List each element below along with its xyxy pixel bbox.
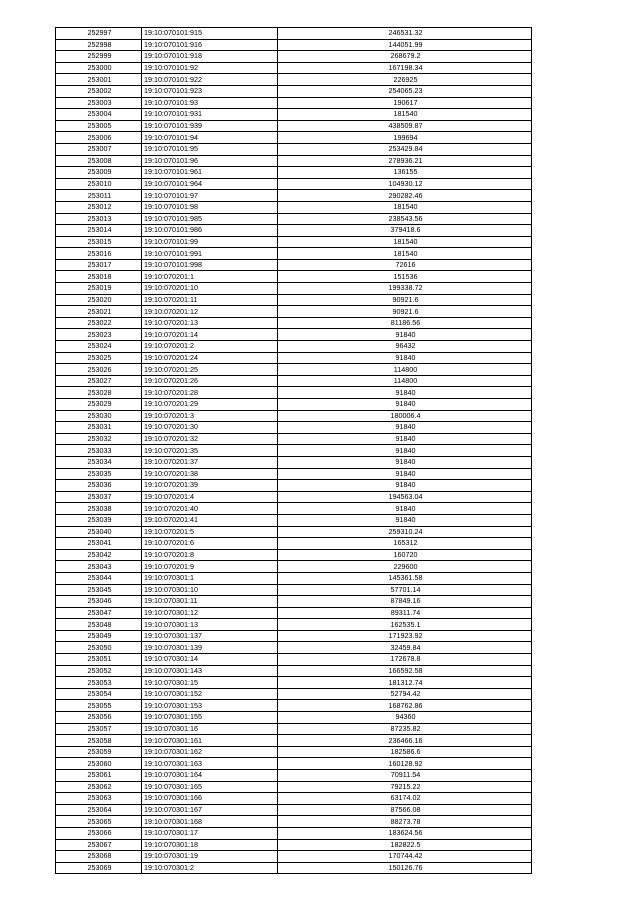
row-number-cell: 253068 [56, 851, 142, 863]
table-row [56, 375, 532, 387]
table-row [56, 120, 532, 132]
value-cell: 94360 [278, 712, 532, 724]
value-cell: 91840 [278, 480, 532, 492]
row-number-cell: 253042 [56, 549, 142, 561]
row-number-cell: 253005 [56, 120, 142, 132]
row-number-cell: 253049 [56, 630, 142, 642]
row-number-cell: 253026 [56, 364, 142, 376]
row-number-cell: 253039 [56, 514, 142, 526]
value-cell: 199694 [278, 132, 532, 144]
row-number-cell: 253017 [56, 259, 142, 271]
cadastral-number-cell: 19:10:070301:168 [142, 816, 278, 828]
table-row [56, 28, 532, 40]
cadastral-number-cell: 19:10:070201:41 [142, 514, 278, 526]
row-number-cell: 253047 [56, 607, 142, 619]
row-number-cell: 253008 [56, 155, 142, 167]
cadastral-number-cell: 19:10:070301:11 [142, 596, 278, 608]
cadastral-number-cell: 19:10:070301:137 [142, 630, 278, 642]
cadastral-number-cell: 19:10:070301:155 [142, 712, 278, 724]
table-row [56, 329, 532, 341]
row-number-cell: 253048 [56, 619, 142, 631]
value-cell: 268679.2 [278, 51, 532, 63]
table-row [56, 584, 532, 596]
row-number-cell: 253035 [56, 468, 142, 480]
row-number-cell: 253034 [56, 456, 142, 468]
row-number-cell: 253018 [56, 271, 142, 283]
value-cell: 91840 [278, 329, 532, 341]
cadastral-number-cell: 19:10:070201:40 [142, 503, 278, 515]
row-number-cell: 253037 [56, 491, 142, 503]
cadastral-number-cell: 19:10:070201:25 [142, 364, 278, 376]
data-table [55, 27, 532, 874]
table-row [56, 712, 532, 724]
cadastral-number-cell: 19:10:070201:29 [142, 399, 278, 411]
value-cell: 190617 [278, 97, 532, 109]
cadastral-number-cell: 19:10:070201:30 [142, 422, 278, 434]
cadastral-number-cell: 19:10:070101:915 [142, 28, 278, 40]
cadastral-number-cell: 19:10:070101:96 [142, 155, 278, 167]
table-row [56, 85, 532, 97]
row-number-cell: 253015 [56, 236, 142, 248]
cadastral-number-cell: 19:10:070201:38 [142, 468, 278, 480]
value-cell: 114800 [278, 375, 532, 387]
table-row [56, 341, 532, 353]
value-cell: 259310.24 [278, 526, 532, 538]
cadastral-number-cell: 19:10:070201:5 [142, 526, 278, 538]
value-cell: 72616 [278, 259, 532, 271]
cadastral-number-cell: 19:10:070101:918 [142, 51, 278, 63]
table-row [56, 352, 532, 364]
row-number-cell: 253064 [56, 804, 142, 816]
cadastral-number-cell: 19:10:070101:94 [142, 132, 278, 144]
cadastral-number-cell: 19:10:070201:39 [142, 480, 278, 492]
cadastral-number-cell: 19:10:070201:8 [142, 549, 278, 561]
cadastral-number-cell: 19:10:070101:92 [142, 62, 278, 74]
cadastral-number-cell: 19:10:070301:19 [142, 851, 278, 863]
row-number-cell: 253011 [56, 190, 142, 202]
row-number-cell: 253025 [56, 352, 142, 364]
table-row [56, 225, 532, 237]
value-cell: 194563.04 [278, 491, 532, 503]
row-number-cell: 253021 [56, 306, 142, 318]
table-row [56, 248, 532, 260]
cadastral-number-cell: 19:10:070101:95 [142, 143, 278, 155]
table-row [56, 283, 532, 295]
row-number-cell: 253001 [56, 74, 142, 86]
value-cell: 91840 [278, 456, 532, 468]
value-cell: 151536 [278, 271, 532, 283]
value-cell: 136155 [278, 167, 532, 179]
row-number-cell: 253027 [56, 375, 142, 387]
table-row [56, 399, 532, 411]
cadastral-number-cell: 19:10:070301:16 [142, 723, 278, 735]
table-row [56, 677, 532, 689]
table-row [56, 109, 532, 121]
row-number-cell: 253007 [56, 143, 142, 155]
table-row [56, 781, 532, 793]
row-number-cell: 253052 [56, 665, 142, 677]
table-row [56, 804, 532, 816]
table-row [56, 51, 532, 63]
value-cell: 89311.74 [278, 607, 532, 619]
row-number-cell: 253022 [56, 317, 142, 329]
cadastral-number-cell: 19:10:070301:165 [142, 781, 278, 793]
row-number-cell: 253019 [56, 283, 142, 295]
cadastral-number-cell: 19:10:070301:167 [142, 804, 278, 816]
table-row [56, 97, 532, 109]
value-cell: 181540 [278, 201, 532, 213]
cadastral-number-cell: 19:10:070101:964 [142, 178, 278, 190]
value-cell: 181540 [278, 109, 532, 121]
value-cell: 162535.1 [278, 619, 532, 631]
cadastral-number-cell: 19:10:070301:18 [142, 839, 278, 851]
row-number-cell: 253065 [56, 816, 142, 828]
row-number-cell: 253004 [56, 109, 142, 121]
cadastral-number-cell: 19:10:070201:37 [142, 456, 278, 468]
cadastral-number-cell: 19:10:070101:922 [142, 74, 278, 86]
row-number-cell: 253003 [56, 97, 142, 109]
row-number-cell: 253031 [56, 422, 142, 434]
cadastral-number-cell: 19:10:070101:939 [142, 120, 278, 132]
value-cell: 91840 [278, 503, 532, 515]
table-row [56, 723, 532, 735]
value-cell: 144051.99 [278, 39, 532, 51]
cadastral-number-cell: 19:10:070301:2 [142, 862, 278, 874]
value-cell: 226925 [278, 74, 532, 86]
value-cell: 165312 [278, 538, 532, 550]
cadastral-number-cell: 19:10:070301:162 [142, 746, 278, 758]
value-cell: 87849.16 [278, 596, 532, 608]
table-row [56, 213, 532, 225]
value-cell: 182822.5 [278, 839, 532, 851]
table-row [56, 758, 532, 770]
row-number-cell: 253054 [56, 688, 142, 700]
row-number-cell: 253045 [56, 584, 142, 596]
table-row [56, 387, 532, 399]
table-row [56, 642, 532, 654]
table-row [56, 456, 532, 468]
cadastral-number-cell: 19:10:070101:93 [142, 97, 278, 109]
row-number-cell: 253016 [56, 248, 142, 260]
value-cell: 253429.84 [278, 143, 532, 155]
cadastral-number-cell: 19:10:070301:1 [142, 572, 278, 584]
cadastral-number-cell: 19:10:070101:923 [142, 85, 278, 97]
value-cell: 229600 [278, 561, 532, 573]
row-number-cell: 253009 [56, 167, 142, 179]
value-cell: 79215.22 [278, 781, 532, 793]
value-cell: 96432 [278, 341, 532, 353]
table-row [56, 468, 532, 480]
row-number-cell: 253006 [56, 132, 142, 144]
value-cell: 160128.92 [278, 758, 532, 770]
table-row [56, 619, 532, 631]
value-cell: 167198.34 [278, 62, 532, 74]
table-row [56, 526, 532, 538]
row-number-cell: 253010 [56, 178, 142, 190]
value-cell: 145361.58 [278, 572, 532, 584]
table-row [56, 700, 532, 712]
value-cell: 181540 [278, 236, 532, 248]
value-cell: 91840 [278, 445, 532, 457]
row-number-cell: 253014 [56, 225, 142, 237]
value-cell: 182586.6 [278, 746, 532, 758]
cadastral-number-cell: 19:10:070101:931 [142, 109, 278, 121]
row-number-cell: 252999 [56, 51, 142, 63]
row-number-cell: 253046 [56, 596, 142, 608]
cadastral-number-cell: 19:10:070201:28 [142, 387, 278, 399]
cadastral-number-cell: 19:10:070201:3 [142, 410, 278, 422]
row-number-cell: 253013 [56, 213, 142, 225]
value-cell: 181540 [278, 248, 532, 260]
row-number-cell: 253040 [56, 526, 142, 538]
row-number-cell: 253032 [56, 433, 142, 445]
table-row [56, 74, 532, 86]
table-row [56, 271, 532, 283]
cadastral-number-cell: 19:10:070101:986 [142, 225, 278, 237]
value-cell: 52794.42 [278, 688, 532, 700]
table-row [56, 294, 532, 306]
value-cell: 246531.32 [278, 28, 532, 40]
value-cell: 438509.87 [278, 120, 532, 132]
table-row [56, 514, 532, 526]
value-cell: 81186.56 [278, 317, 532, 329]
value-cell: 290282.46 [278, 190, 532, 202]
cadastral-number-cell: 19:10:070301:17 [142, 827, 278, 839]
value-cell: 278936.21 [278, 155, 532, 167]
row-number-cell: 253069 [56, 862, 142, 874]
cadastral-number-cell: 19:10:070301:15 [142, 677, 278, 689]
table-row [56, 549, 532, 561]
row-number-cell: 253058 [56, 735, 142, 747]
table-row [56, 132, 532, 144]
value-cell: 91840 [278, 422, 532, 434]
table-row [56, 155, 532, 167]
cadastral-number-cell: 19:10:070301:163 [142, 758, 278, 770]
value-cell: 88273.78 [278, 816, 532, 828]
table-row [56, 596, 532, 608]
row-number-cell: 253050 [56, 642, 142, 654]
table-row [56, 143, 532, 155]
table-row [56, 862, 532, 874]
row-number-cell: 253053 [56, 677, 142, 689]
cadastral-number-cell: 19:10:070201:13 [142, 317, 278, 329]
cadastral-number-cell: 19:10:070201:35 [142, 445, 278, 457]
table-row [56, 317, 532, 329]
value-cell: 91840 [278, 514, 532, 526]
row-number-cell: 253056 [56, 712, 142, 724]
value-cell: 57701.14 [278, 584, 532, 596]
cadastral-number-cell: 19:10:070101:97 [142, 190, 278, 202]
cadastral-number-cell: 19:10:070201:32 [142, 433, 278, 445]
table-row [56, 735, 532, 747]
row-number-cell: 253036 [56, 480, 142, 492]
cadastral-number-cell: 19:10:070301:10 [142, 584, 278, 596]
value-cell: 150126.76 [278, 862, 532, 874]
table-row [56, 770, 532, 782]
row-number-cell: 253062 [56, 781, 142, 793]
table-row [56, 259, 532, 271]
row-number-cell: 253057 [56, 723, 142, 735]
cadastral-number-cell: 19:10:070101:998 [142, 259, 278, 271]
cadastral-number-cell: 19:10:070201:10 [142, 283, 278, 295]
value-cell: 91840 [278, 352, 532, 364]
value-cell: 91840 [278, 468, 532, 480]
row-number-cell: 252998 [56, 39, 142, 51]
table-row [56, 503, 532, 515]
table-row [56, 827, 532, 839]
row-number-cell: 253041 [56, 538, 142, 550]
value-cell: 87566.08 [278, 804, 532, 816]
cadastral-number-cell: 19:10:070101:99 [142, 236, 278, 248]
table-row [56, 422, 532, 434]
table-row [56, 665, 532, 677]
table-row [56, 364, 532, 376]
value-cell: 170744.42 [278, 851, 532, 863]
value-cell: 183624.56 [278, 827, 532, 839]
row-number-cell: 253060 [56, 758, 142, 770]
table-row [56, 688, 532, 700]
table-row [56, 410, 532, 422]
table-row [56, 39, 532, 51]
value-cell: 166592.58 [278, 665, 532, 677]
value-cell: 90921.6 [278, 306, 532, 318]
cadastral-number-cell: 19:10:070301:166 [142, 793, 278, 805]
row-number-cell: 253061 [56, 770, 142, 782]
value-cell: 172678.8 [278, 654, 532, 666]
cadastral-number-cell: 19:10:070301:164 [142, 770, 278, 782]
table-row [56, 572, 532, 584]
value-cell: 32459.84 [278, 642, 532, 654]
row-number-cell: 253000 [56, 62, 142, 74]
row-number-cell: 253059 [56, 746, 142, 758]
table-row [56, 306, 532, 318]
row-number-cell: 253030 [56, 410, 142, 422]
value-cell: 238543.56 [278, 213, 532, 225]
value-cell: 63174.02 [278, 793, 532, 805]
cadastral-number-cell: 19:10:070201:24 [142, 352, 278, 364]
cadastral-number-cell: 19:10:070201:11 [142, 294, 278, 306]
row-number-cell: 253029 [56, 399, 142, 411]
cadastral-number-cell: 19:10:070101:961 [142, 167, 278, 179]
table-row [56, 491, 532, 503]
value-cell: 181312.74 [278, 677, 532, 689]
cadastral-number-cell: 19:10:070201:1 [142, 271, 278, 283]
table-row [56, 167, 532, 179]
cadastral-number-cell: 19:10:070201:9 [142, 561, 278, 573]
table-row [56, 62, 532, 74]
value-cell: 199338.72 [278, 283, 532, 295]
cadastral-number-cell: 19:10:070101:985 [142, 213, 278, 225]
cadastral-number-cell: 19:10:070101:98 [142, 201, 278, 213]
table-row [56, 607, 532, 619]
row-number-cell: 253067 [56, 839, 142, 851]
table-row [56, 480, 532, 492]
cadastral-number-cell: 19:10:070301:143 [142, 665, 278, 677]
value-cell: 91840 [278, 399, 532, 411]
table-row [56, 851, 532, 863]
value-cell: 160720 [278, 549, 532, 561]
table-row [56, 793, 532, 805]
cadastral-number-cell: 19:10:070201:4 [142, 491, 278, 503]
value-cell: 236466.16 [278, 735, 532, 747]
value-cell: 91840 [278, 387, 532, 399]
table-row [56, 816, 532, 828]
value-cell: 87235.82 [278, 723, 532, 735]
table-row [56, 746, 532, 758]
cadastral-number-cell: 19:10:070201:14 [142, 329, 278, 341]
row-number-cell: 253033 [56, 445, 142, 457]
cadastral-number-cell: 19:10:070101:916 [142, 39, 278, 51]
value-cell: 180006.4 [278, 410, 532, 422]
value-cell: 90921.6 [278, 294, 532, 306]
row-number-cell: 253043 [56, 561, 142, 573]
value-cell: 91840 [278, 433, 532, 445]
row-number-cell: 253051 [56, 654, 142, 666]
value-cell: 104930.12 [278, 178, 532, 190]
table-row [56, 236, 532, 248]
table-row [56, 433, 532, 445]
value-cell: 114800 [278, 364, 532, 376]
row-number-cell: 253024 [56, 341, 142, 353]
cadastral-number-cell: 19:10:070301:152 [142, 688, 278, 700]
cadastral-number-cell: 19:10:070201:2 [142, 341, 278, 353]
row-number-cell: 253020 [56, 294, 142, 306]
cadastral-number-cell: 19:10:070301:12 [142, 607, 278, 619]
cadastral-number-cell: 19:10:070301:161 [142, 735, 278, 747]
row-number-cell: 253044 [56, 572, 142, 584]
table-row [56, 190, 532, 202]
table-row [56, 630, 532, 642]
cadastral-number-cell: 19:10:070101:991 [142, 248, 278, 260]
row-number-cell: 253023 [56, 329, 142, 341]
table-row [56, 561, 532, 573]
value-cell: 168762.86 [278, 700, 532, 712]
cadastral-number-cell: 19:10:070201:12 [142, 306, 278, 318]
row-number-cell: 253038 [56, 503, 142, 515]
cadastral-number-cell: 19:10:070301:14 [142, 654, 278, 666]
table-row [56, 538, 532, 550]
row-number-cell: 253012 [56, 201, 142, 213]
table-row [56, 839, 532, 851]
row-number-cell: 253028 [56, 387, 142, 399]
table-row [56, 445, 532, 457]
row-number-cell: 253055 [56, 700, 142, 712]
cadastral-number-cell: 19:10:070301:13 [142, 619, 278, 631]
table-row [56, 178, 532, 190]
table-body [56, 28, 532, 874]
row-number-cell: 252997 [56, 28, 142, 40]
cadastral-number-cell: 19:10:070301:153 [142, 700, 278, 712]
value-cell: 254065.23 [278, 85, 532, 97]
row-number-cell: 253063 [56, 793, 142, 805]
value-cell: 171923.92 [278, 630, 532, 642]
table-row [56, 201, 532, 213]
cadastral-number-cell: 19:10:070301:139 [142, 642, 278, 654]
value-cell: 379418.6 [278, 225, 532, 237]
row-number-cell: 253066 [56, 827, 142, 839]
row-number-cell: 253002 [56, 85, 142, 97]
cadastral-number-cell: 19:10:070201:26 [142, 375, 278, 387]
table-row [56, 654, 532, 666]
cadastral-number-cell: 19:10:070201:6 [142, 538, 278, 550]
value-cell: 70911.54 [278, 770, 532, 782]
